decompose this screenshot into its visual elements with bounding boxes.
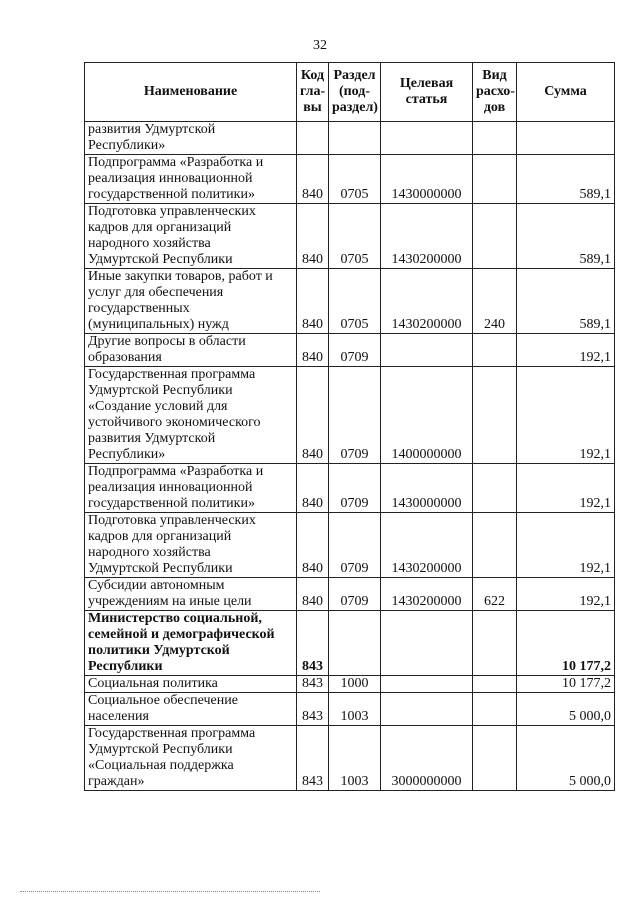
column-header-razdel: Раздел (под- раздел) bbox=[329, 63, 381, 122]
cell-statya: 1430200000 bbox=[381, 269, 473, 334]
cell-summa: 589,1 bbox=[517, 269, 615, 334]
cell-summa: 192,1 bbox=[517, 464, 615, 513]
cell-kod: 840 bbox=[297, 578, 329, 611]
cell-name: Государственная программа Удмуртской Республики «Социальная поддержка граждан» bbox=[85, 726, 297, 791]
cell-vid bbox=[473, 676, 517, 693]
cell-vid: 622 bbox=[473, 578, 517, 611]
cell-name: развития Удмуртской Республики» bbox=[85, 122, 297, 155]
cell-statya bbox=[381, 122, 473, 155]
table-row bbox=[85, 578, 615, 611]
cell-name: Государственная программа Удмуртской Республики «Создание условий для устойчивого экономического развития Удмуртской Республики» bbox=[85, 367, 297, 464]
cell-statya: 1430200000 bbox=[381, 513, 473, 578]
cell-name: Подготовка управленческих кадров для организаций народного хозяйства Удмуртской Республики bbox=[85, 513, 297, 578]
cell-summa: 192,1 bbox=[517, 513, 615, 578]
cell-name: Другие вопросы в области образования bbox=[85, 334, 297, 367]
table-row bbox=[85, 611, 615, 676]
cell-summa: 589,1 bbox=[517, 155, 615, 204]
cell-name: Подпрограмма «Разработка и реализация инновационной государственной политики» bbox=[85, 464, 297, 513]
cell-razdel: 1003 bbox=[329, 726, 381, 791]
cell-name: Подпрограмма «Разработка и реализация инновационной государственной политики» bbox=[85, 155, 297, 204]
cell-vid: 240 bbox=[473, 269, 517, 334]
table-row bbox=[85, 155, 615, 204]
footer-rule bbox=[20, 891, 320, 893]
cell-name: Субсидии автономным учреждениям на иные цели bbox=[85, 578, 297, 611]
table-row bbox=[85, 676, 615, 693]
column-header-statya: Целевая статья bbox=[381, 63, 473, 122]
column-header-vid: Вид расхо- дов bbox=[473, 63, 517, 122]
cell-statya: 1430200000 bbox=[381, 578, 473, 611]
table-row bbox=[85, 726, 615, 791]
page-number: 32 bbox=[313, 38, 327, 53]
cell-statya bbox=[381, 334, 473, 367]
cell-summa: 589,1 bbox=[517, 204, 615, 269]
cell-summa: 192,1 bbox=[517, 578, 615, 611]
cell-statya bbox=[381, 676, 473, 693]
cell-kod: 843 bbox=[297, 611, 329, 676]
cell-statya: 1430000000 bbox=[381, 155, 473, 204]
cell-vid bbox=[473, 611, 517, 676]
cell-kod: 840 bbox=[297, 464, 329, 513]
cell-kod: 840 bbox=[297, 269, 329, 334]
cell-statya: 3000000000 bbox=[381, 726, 473, 791]
cell-kod: 843 bbox=[297, 693, 329, 726]
cell-razdel: 0709 bbox=[329, 578, 381, 611]
cell-summa: 192,1 bbox=[517, 334, 615, 367]
cell-kod: 843 bbox=[297, 726, 329, 791]
cell-razdel: 1003 bbox=[329, 693, 381, 726]
cell-vid bbox=[473, 122, 517, 155]
cell-kod: 840 bbox=[297, 513, 329, 578]
cell-kod bbox=[297, 122, 329, 155]
column-header-name: Наименование bbox=[85, 63, 297, 122]
cell-kod: 840 bbox=[297, 204, 329, 269]
cell-vid bbox=[473, 204, 517, 269]
cell-statya: 1400000000 bbox=[381, 367, 473, 464]
cell-razdel: 0709 bbox=[329, 513, 381, 578]
cell-name: Социальная политика bbox=[85, 676, 297, 693]
cell-razdel: 0705 bbox=[329, 204, 381, 269]
cell-summa: 192,1 bbox=[517, 367, 615, 464]
cell-vid bbox=[473, 693, 517, 726]
cell-razdel bbox=[329, 122, 381, 155]
table-header-row bbox=[85, 63, 615, 122]
table-row bbox=[85, 269, 615, 334]
cell-vid bbox=[473, 334, 517, 367]
column-header-summa: Сумма bbox=[517, 63, 615, 122]
cell-vid bbox=[473, 464, 517, 513]
cell-razdel: 1000 bbox=[329, 676, 381, 693]
cell-name: Министерство социальной, семейной и демографической политики Удмуртской Республики bbox=[85, 611, 297, 676]
cell-kod: 840 bbox=[297, 334, 329, 367]
cell-statya bbox=[381, 693, 473, 726]
cell-kod: 843 bbox=[297, 676, 329, 693]
cell-summa: 10 177,2 bbox=[517, 676, 615, 693]
cell-name: Социальное обеспечение населения bbox=[85, 693, 297, 726]
cell-razdel bbox=[329, 611, 381, 676]
cell-kod: 840 bbox=[297, 155, 329, 204]
cell-statya: 1430000000 bbox=[381, 464, 473, 513]
cell-vid bbox=[473, 367, 517, 464]
cell-name: Подготовка управленческих кадров для организаций народного хозяйства Удмуртской Республики bbox=[85, 204, 297, 269]
table-row bbox=[85, 122, 615, 155]
cell-vid bbox=[473, 513, 517, 578]
cell-summa: 5 000,0 bbox=[517, 693, 615, 726]
cell-vid bbox=[473, 155, 517, 204]
cell-kod: 840 bbox=[297, 367, 329, 464]
cell-name: Иные закупки товаров, работ и услуг для обеспечения государственных (муниципальных) нужд bbox=[85, 269, 297, 334]
table-body bbox=[85, 122, 615, 791]
cell-summa: 10 177,2 bbox=[517, 611, 615, 676]
table-row bbox=[85, 367, 615, 464]
cell-statya: 1430200000 bbox=[381, 204, 473, 269]
cell-razdel: 0709 bbox=[329, 334, 381, 367]
table-row bbox=[85, 693, 615, 726]
cell-razdel: 0705 bbox=[329, 269, 381, 334]
cell-statya bbox=[381, 611, 473, 676]
table-row bbox=[85, 464, 615, 513]
table-row bbox=[85, 334, 615, 367]
budget-table bbox=[84, 62, 615, 791]
table-row bbox=[85, 513, 615, 578]
table-row bbox=[85, 204, 615, 269]
cell-razdel: 0709 bbox=[329, 367, 381, 464]
cell-razdel: 0705 bbox=[329, 155, 381, 204]
cell-summa bbox=[517, 122, 615, 155]
cell-summa: 5 000,0 bbox=[517, 726, 615, 791]
cell-razdel: 0709 bbox=[329, 464, 381, 513]
cell-vid bbox=[473, 726, 517, 791]
column-header-kod: Код гла- вы bbox=[297, 63, 329, 122]
